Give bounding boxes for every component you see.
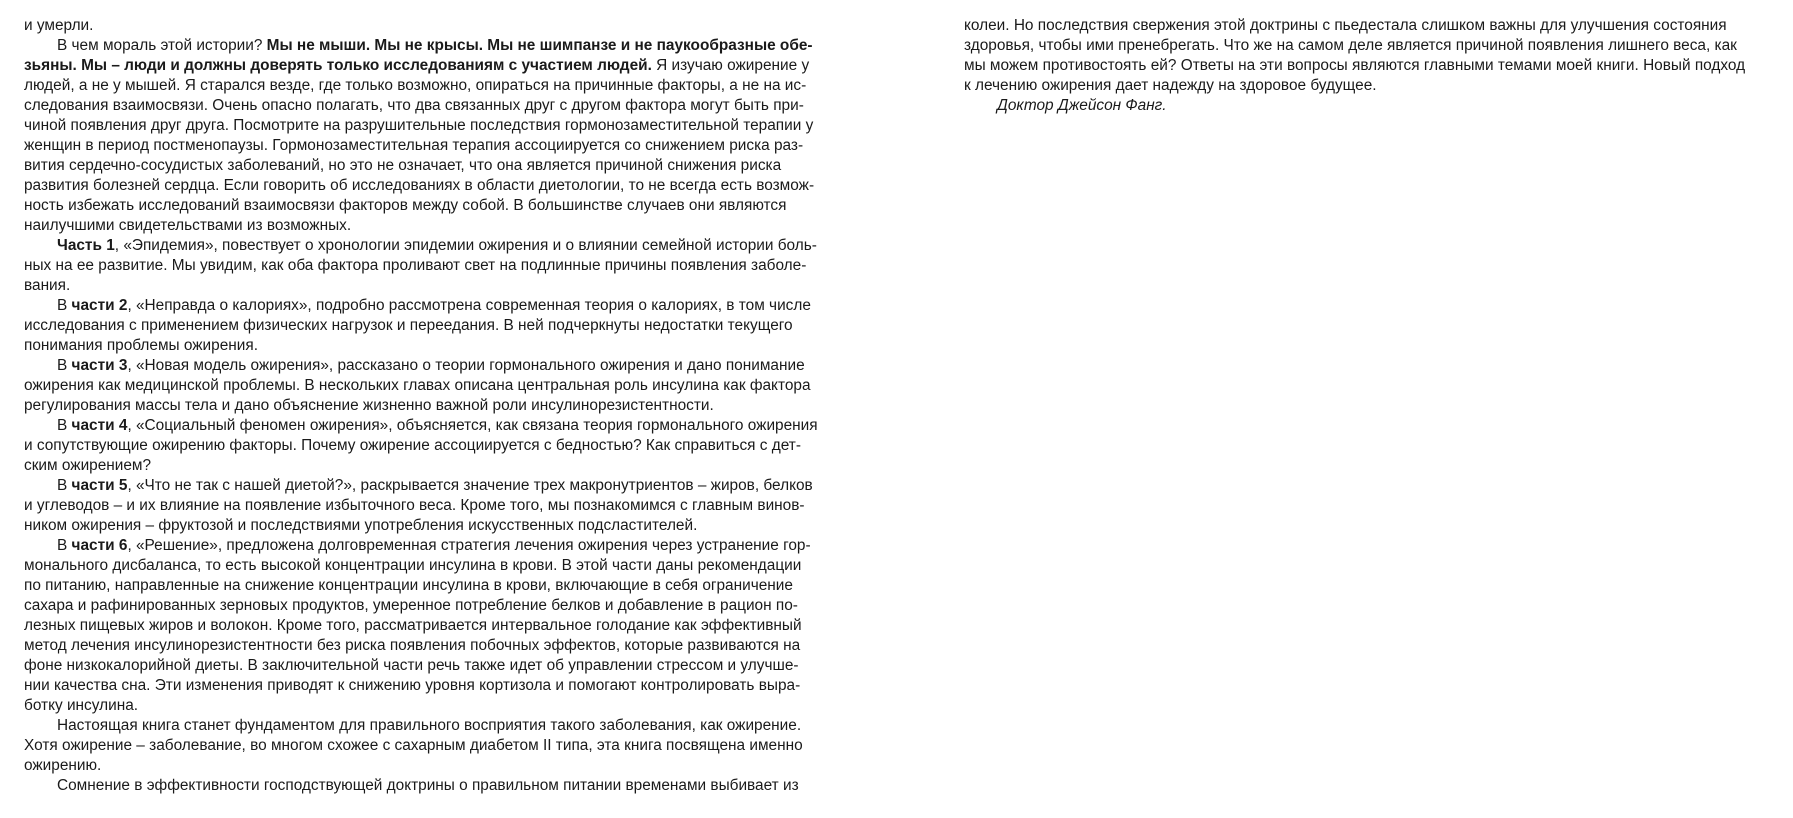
- text-run: сахара и рафинированных зерновых продуктов, умеренное потребление белков и добавление в рацион по-: [24, 597, 798, 614]
- text-line: [24, 296, 854, 316]
- text-line: [24, 156, 854, 176]
- text-line: [24, 596, 854, 616]
- text-run: регулирования массы тела и дано объяснение жизненно важной роли инсулинорезистентности.: [24, 397, 714, 414]
- text-run: людей, а не у мышей. Я старался везде, где только возможно, опираться на причинные факторы, а не на ис-: [24, 77, 807, 94]
- text-run: по питанию, направленные на снижение концентрации инсулина в крови, включающие в себя ограничение: [24, 577, 793, 594]
- text-run: Я изучаю ожирение у: [651, 57, 810, 74]
- text-run: монального дисбаланса, то есть высокой концентрации инсулина в крови. В этой части даны рекомендации: [24, 557, 802, 574]
- text-line: [24, 276, 854, 296]
- text-run: , «Неправда о калориях», подробно рассмотрена современная теория о калориях, в том числе: [127, 297, 811, 314]
- bold-text: части 2: [71, 297, 128, 314]
- text-run: В: [57, 297, 72, 314]
- text-run: колеи. Но последствия свержения этой доктрины с пьедестала слишком важны для улучшения состояния: [964, 17, 1727, 34]
- text-run: Настоящая книга станет фундаментом для правильного восприятия такого заболевания, как ожирение.: [57, 717, 802, 734]
- text-run: В: [57, 537, 72, 554]
- text-line: [24, 776, 854, 796]
- text-line: [24, 36, 854, 56]
- bold-text: части 6: [71, 537, 128, 554]
- text-line: [24, 136, 854, 156]
- text-run: и сопутствующие ожирению факторы. Почему ожирение ассоциируется с бедностью? Как справиться с дет-: [24, 437, 801, 454]
- text-line: [964, 76, 1793, 96]
- text-run: , «Решение», предложена долговременная стратегия лечения ожирения через устранение гор-: [127, 537, 811, 554]
- text-line: [24, 376, 854, 396]
- text-line: [24, 196, 854, 216]
- text-line: [24, 576, 854, 596]
- text-run: ных на ее развитие. Мы увидим, как оба фактора проливают свет на подлинные причины появления заболе-: [24, 257, 807, 274]
- text-line: [24, 236, 854, 256]
- text-run: , «Новая модель ожирения», рассказано о теории гормонального ожирения и дано понимание: [127, 357, 805, 374]
- text-run: В: [57, 477, 72, 494]
- text-line: [24, 256, 854, 276]
- text-line: [964, 56, 1793, 76]
- text-run: нии качества сна. Эти изменения приводят к снижению уровня кортизола и помогают контролировать выра-: [24, 677, 801, 694]
- text-run: наилучшими свидетельствами из возможных.: [24, 217, 352, 234]
- text-line: [24, 636, 854, 656]
- bold-text: зьяны. Мы – люди и должны доверять только исследованиям с участием людей.: [24, 57, 652, 74]
- text-run: ботку инсулина.: [24, 697, 139, 714]
- text-run: ность избежать исследований взаимосвязи факторов между собой. В большинстве случаев они являются: [24, 197, 787, 214]
- text-run: к лечению ожирения дает надежду на здоровое будущее.: [964, 77, 1377, 94]
- text-run: , «Эпидемия», повествует о хронологии эпидемии ожирения и о влиянии семейной истории боль-: [114, 237, 817, 254]
- text-line: [24, 756, 854, 776]
- bold-text: Часть 1: [57, 237, 115, 254]
- text-run: , «Что не так с нашей диетой?», раскрывается значение трех макронутриентов – жиров, белков: [127, 477, 813, 494]
- text-line: [964, 36, 1793, 56]
- italic-text: Доктор Джейсон Фанг.: [997, 97, 1167, 114]
- text-line: [24, 516, 854, 536]
- text-line: [24, 436, 854, 456]
- text-line: [24, 496, 854, 516]
- text-line: [964, 16, 1793, 36]
- text-run: исследования с применением физических нагрузок и переедания. В ней подчеркнуты недостатки текущего: [24, 317, 793, 334]
- text-line: [24, 356, 854, 376]
- text-line: [24, 316, 854, 336]
- text-run: и умерли.: [24, 17, 94, 34]
- bold-text: части 5: [71, 477, 128, 494]
- text-line: [24, 616, 854, 636]
- text-run: следования взаимосвязи. Очень опасно полагать, что два связанных друг с другом фактора могут быть при-: [24, 97, 804, 114]
- text-run: лезных пищевых жиров и волокон. Кроме того, рассматривается интервальное голодание как эффективный: [24, 617, 802, 634]
- text-line: [24, 736, 854, 756]
- text-run: понимания проблемы ожирения.: [24, 337, 258, 354]
- text-line: [24, 456, 854, 476]
- bold-text: Мы не мыши. Мы не крысы. Мы не шимпанзе и не паукообразные обе-: [266, 37, 813, 54]
- text-run: В чем мораль этой истории?: [57, 37, 267, 54]
- text-line: [24, 656, 854, 676]
- text-line: [24, 116, 854, 136]
- text-run: вития сердечно-сосудистых заболеваний, но это не означает, что она является причиной снижения риска: [24, 157, 782, 174]
- text-line: [24, 716, 854, 736]
- text-run: Сомнение в эффективности господствующей доктрины о правильном питании временами выбивает из: [57, 777, 799, 794]
- text-line: [24, 56, 854, 76]
- text-run: , «Социальный феномен ожирения», объясняется, как связана теория гормонального ожирения: [127, 417, 818, 434]
- text-run: и углеводов – и их влияние на появление избыточного веса. Кроме того, мы познакомимся с главным винов-: [24, 497, 805, 514]
- text-run: В: [57, 417, 72, 434]
- bold-text: части 3: [71, 357, 128, 374]
- text-run: чиной появления друг друга. Посмотрите на разрушительные последствия гормонозаместительной терапии у: [24, 117, 814, 134]
- text-run: ником ожирения – фруктозой и последствиями употребления искусственных подсластителей.: [24, 517, 698, 534]
- text-line: [24, 216, 854, 236]
- text-line: [24, 476, 854, 496]
- text-line: [24, 336, 854, 356]
- text-line: [24, 176, 854, 196]
- left-page: [24, 16, 854, 796]
- text-run: ожирению.: [24, 757, 102, 774]
- bold-text: части 4: [71, 417, 128, 434]
- text-line: [24, 76, 854, 96]
- text-line: [24, 16, 854, 36]
- text-run: развития болезней сердца. Если говорить об исследованиях в области диетологии, то не всегда есть возмож-: [24, 177, 815, 194]
- text-run: фоне низкокалорийной диеты. В заключительной части речь также идет об управлении стрессом и улучше-: [24, 657, 799, 674]
- text-run: вания.: [24, 277, 71, 294]
- text-run: женщин в период постменопаузы. Гормонозаместительная терапия ассоциируется со снижением риска раз-: [24, 137, 804, 154]
- text-run: мы можем противостоять ей? Ответы на эти вопросы являются главными темами моей книги. Новый подход: [964, 57, 1746, 74]
- text-run: ским ожирением?: [24, 457, 152, 474]
- right-page: [964, 16, 1793, 116]
- text-line: [24, 676, 854, 696]
- text-run: здоровья, чтобы ими пренебрегать. Что же на самом деле является причиной появления лишнего веса, как: [964, 37, 1737, 54]
- text-run: В: [57, 357, 72, 374]
- text-line: [24, 536, 854, 556]
- text-run: Хотя ожирение – заболевание, во многом схожее с сахарным диабетом II типа, эта книга посвящена именно: [24, 737, 803, 754]
- text-run: метод лечения инсулинорезистентности без риска появления побочных эффектов, которые развиваются на: [24, 637, 801, 654]
- text-line: [24, 556, 854, 576]
- text-line: [24, 96, 854, 116]
- text-line: [964, 96, 1793, 116]
- text-run: ожирения как медицинской проблемы. В нескольких главах описана центральная роль инсулина как фактора: [24, 377, 811, 394]
- text-line: [24, 396, 854, 416]
- text-line: [24, 696, 854, 716]
- text-line: [24, 416, 854, 436]
